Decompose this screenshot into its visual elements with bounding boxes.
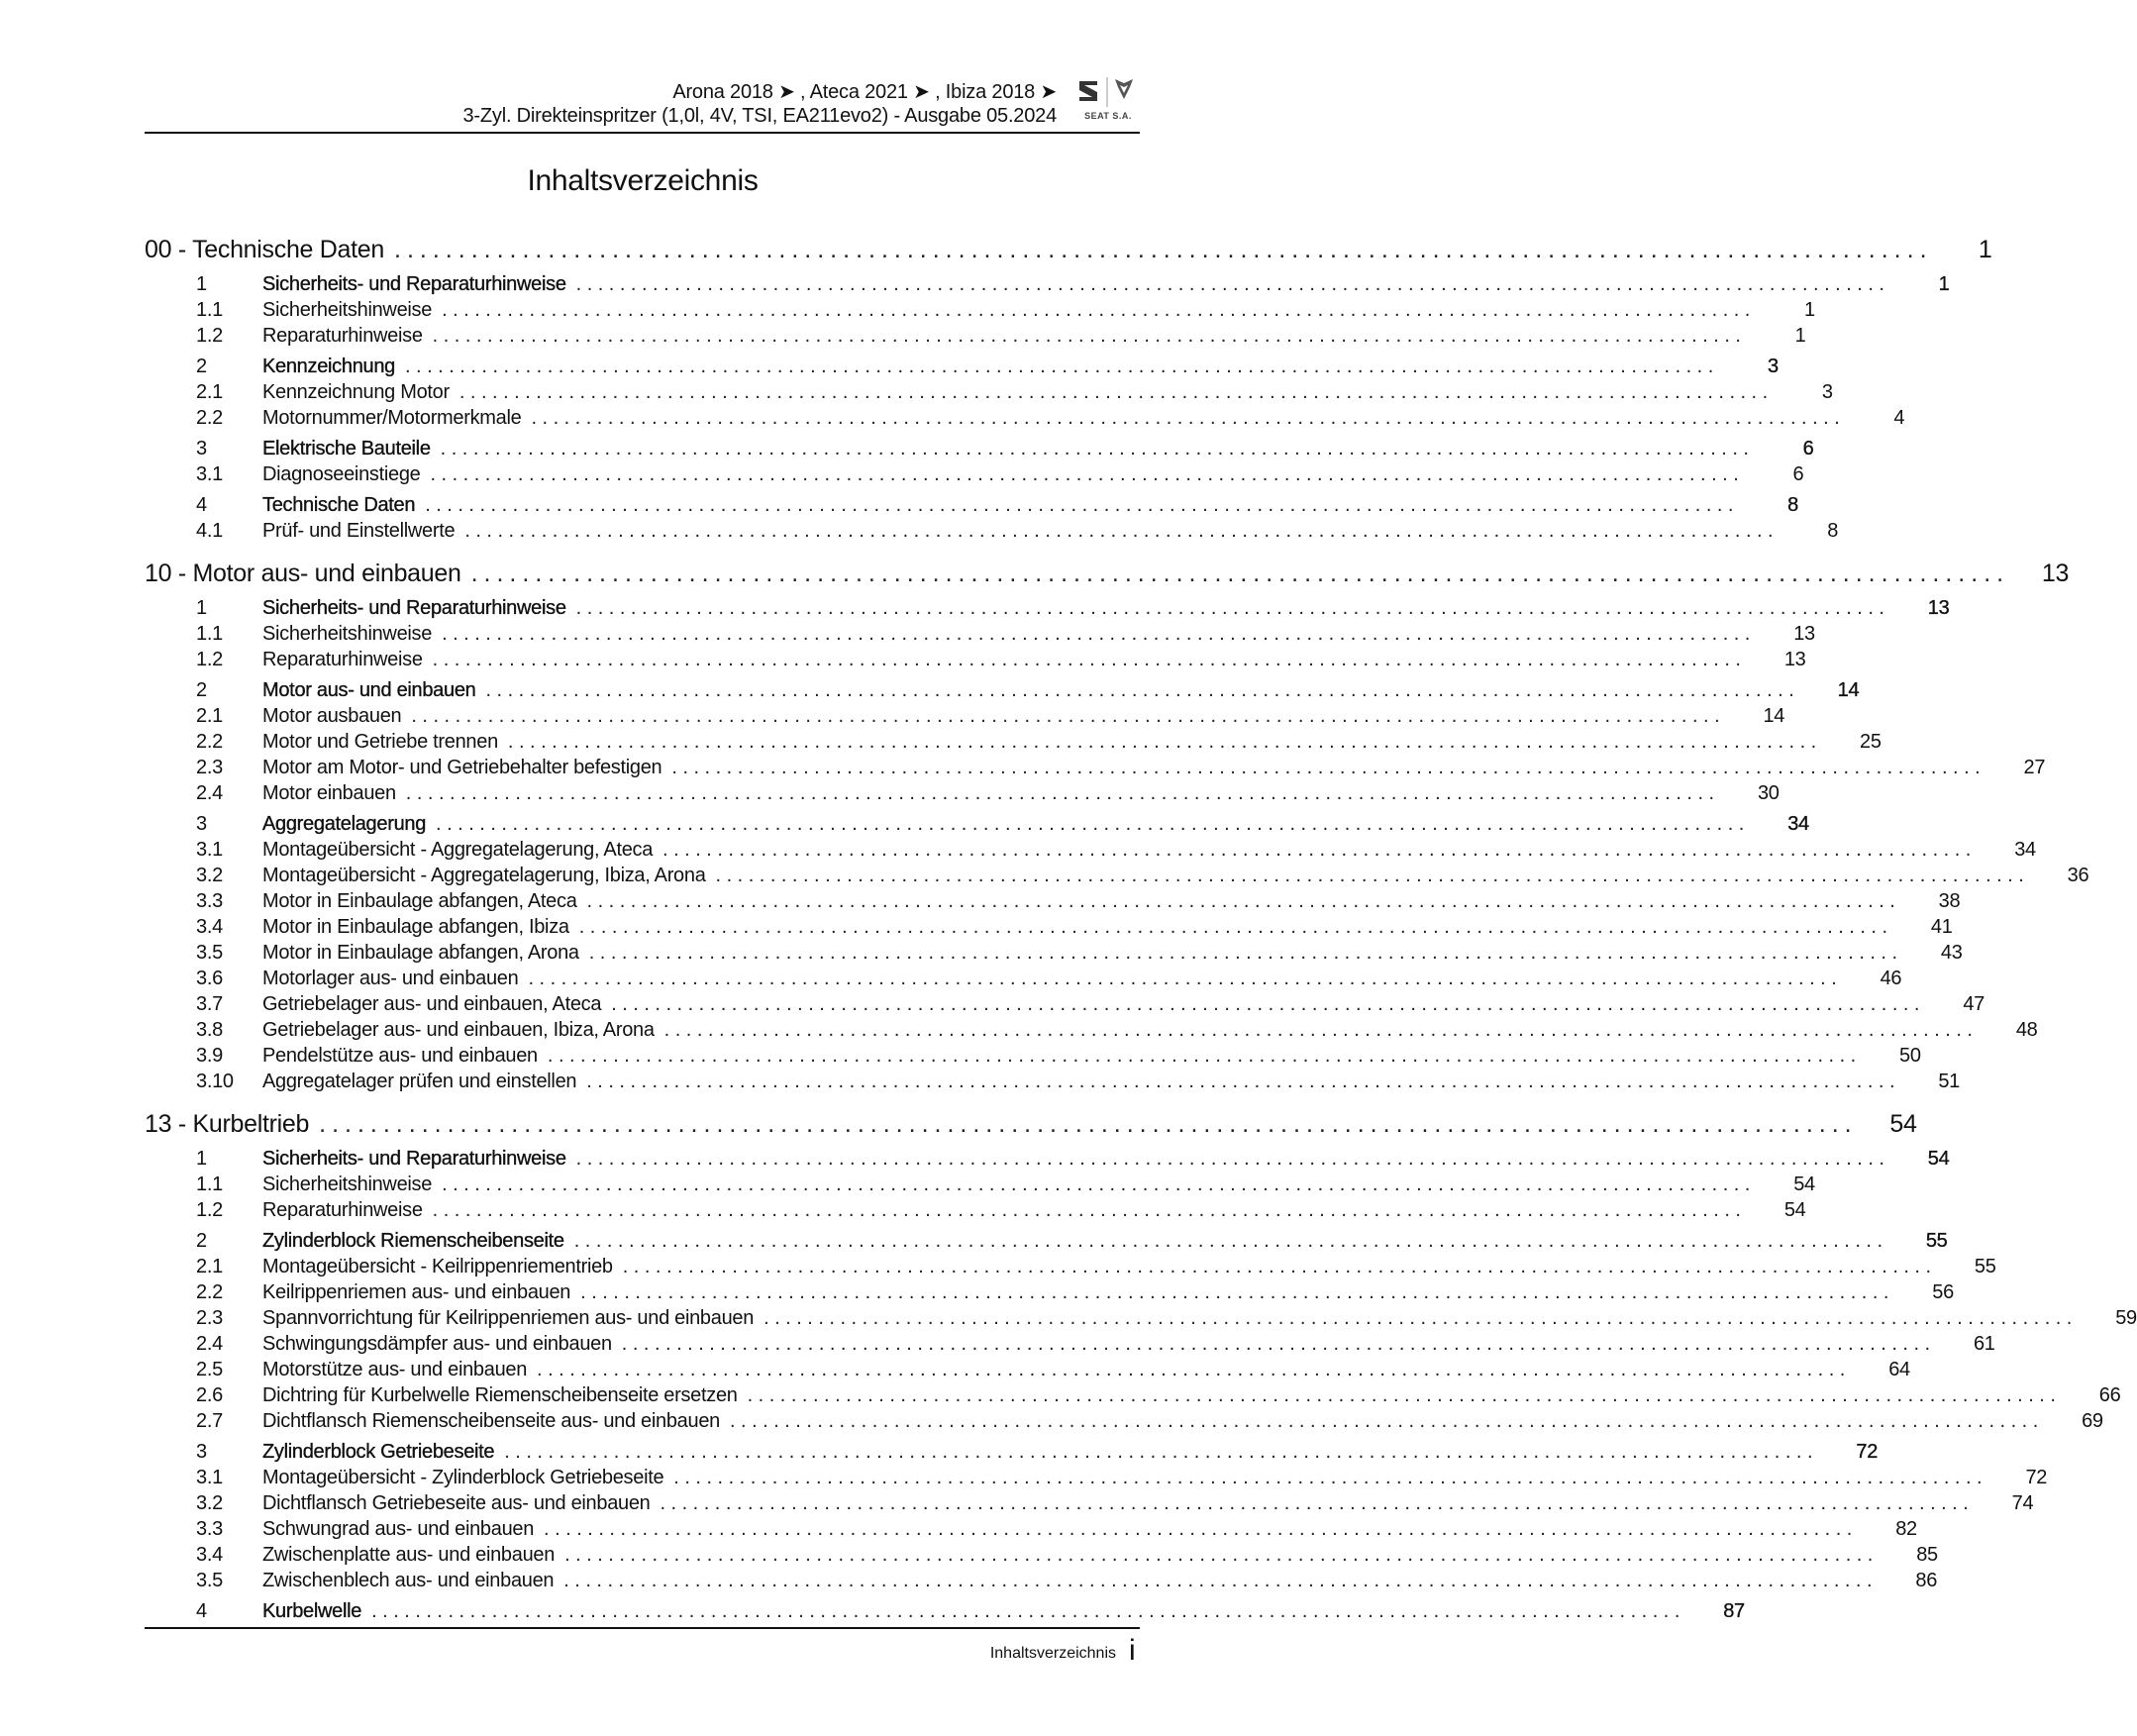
page-number: 8: [1827, 519, 1839, 542]
entry-title: Montageübersicht - Zylinderblock Getriebeseite: [262, 1466, 664, 1488]
dot-leader: ........................................................................................................................: [394, 235, 1933, 263]
page-number: 41: [1930, 915, 1953, 938]
entry-title: Motorstütze aus- und einbauen: [262, 1358, 528, 1380]
toc-sub[interactable]: [145, 729, 1882, 755]
dot-leader: ........................................................................................................................: [425, 493, 1739, 516]
dot-leader: ........................................................................................................................: [411, 704, 1726, 727]
entry-number: 2.7: [196, 1409, 223, 1432]
page-number: 38: [1938, 889, 1961, 912]
page-number: 6: [1802, 437, 1814, 460]
entry-number: 1.1: [196, 1173, 223, 1195]
entry-title: Prüf- und Einstellwerte: [262, 519, 456, 542]
toc-sub[interactable]: [145, 1043, 1921, 1069]
entry-title: Zylinderblock Riemenscheibenseite: [262, 1229, 564, 1252]
toc-sub[interactable]: [145, 1069, 1961, 1094]
toc-sub[interactable]: [145, 1465, 2048, 1490]
dot-leader: ........................................................................................................................: [537, 1358, 1851, 1380]
toc-sub[interactable]: [145, 1017, 2038, 1043]
toc-sub[interactable]: [145, 518, 1839, 544]
entry-number: 2.3: [196, 756, 223, 778]
dot-leader: ........................................................................................................................: [432, 1198, 1747, 1221]
page-number: 27: [2023, 756, 2046, 778]
entry-number: 1.2: [196, 648, 223, 670]
entry-number: 2.1: [196, 1255, 223, 1277]
entry-title: Sicherheits- und Reparaturhinweise: [262, 596, 566, 619]
entry-number: 4: [196, 493, 207, 516]
dot-leader: ........................................................................................................................: [564, 1543, 1879, 1566]
toc-sub[interactable]: [145, 405, 1905, 431]
entry-number: 1: [196, 596, 207, 619]
page-number: 34: [2014, 838, 2036, 861]
dot-leader: ........................................................................................................................: [470, 559, 2010, 587]
toc-sub[interactable]: [145, 991, 1984, 1017]
dot-leader: ........................................................................................................................: [663, 1018, 1979, 1041]
entry-title: Sicherheits- und Reparaturhinweise: [262, 1147, 566, 1170]
entry-title: Technische Daten: [262, 493, 416, 516]
dot-leader: ........................................................................................................................: [547, 1044, 1862, 1067]
toc-sub[interactable]: [145, 1568, 1938, 1593]
entry-title: Schwungrad aus- und einbauen: [262, 1517, 535, 1540]
entry-title: Dichtflansch Getriebeseite aus- und einbauen: [262, 1491, 651, 1514]
dot-leader: ........................................................................................................................: [586, 1070, 1901, 1092]
toc-sub[interactable]: [145, 1382, 2121, 1408]
page-number: 55: [1974, 1255, 1996, 1277]
toc-section[interactable]: [145, 1146, 1950, 1172]
page-number: 48: [2015, 1018, 2038, 1041]
entry-title: Motor aus- und einbauen: [262, 678, 476, 701]
toc-sub[interactable]: [145, 1305, 2137, 1331]
dot-leader: ........................................................................................................................: [573, 1229, 1888, 1252]
toc-section[interactable]: [145, 271, 1950, 297]
toc-sub[interactable]: [145, 940, 1963, 966]
entry-title: Zylinderblock Getriebeseite: [262, 1440, 495, 1463]
entry-number: 3.5: [196, 941, 223, 964]
dot-leader: ........................................................................................................................: [662, 838, 1977, 861]
entry-title: Montageübersicht - Aggregatelagerung, Ibiza, Arona: [262, 864, 706, 886]
chapter-title: 10 - Motor aus- und einbauen: [145, 559, 461, 587]
entry-title: Motor ausbauen: [262, 704, 402, 727]
header-engine: 3-Zyl. Direkteinspritzer (1,0l, 4V, TSI, EA211evo2) - Ausgabe 05.2024: [462, 105, 1057, 127]
dot-leader: ........................................................................................................................: [528, 967, 1843, 989]
entry-number: 1.2: [196, 1198, 223, 1221]
toc-sub[interactable]: [145, 1490, 2034, 1516]
toc-sub[interactable]: [145, 780, 1780, 806]
toc-sub[interactable]: [145, 1408, 2103, 1434]
toc-sub[interactable]: [145, 1542, 1938, 1568]
page-title: Inhaltsverzeichnis: [527, 164, 759, 197]
entry-number: 3.1: [196, 838, 223, 861]
page-number: 3: [1821, 380, 1833, 403]
dot-leader: ........................................................................................................................: [575, 1147, 1890, 1170]
header-divider: [145, 132, 1140, 134]
page-number: 36: [2067, 864, 2089, 886]
toc-sub[interactable]: [145, 966, 1902, 991]
entry-number: 3.3: [196, 1517, 223, 1540]
dot-leader: ........................................................................................................................: [319, 1109, 1858, 1138]
entry-title: Schwingungsdämpfer aus- und einbauen: [262, 1332, 612, 1355]
dot-leader: ........................................................................................................................: [405, 355, 1719, 377]
entry-title: Sicherheitshinweise: [262, 1173, 433, 1195]
page-number: 1: [1794, 324, 1806, 347]
page-number: 54: [1927, 1147, 1950, 1170]
dot-leader: ........................................................................................................................: [715, 864, 2030, 886]
page-number: 54: [1793, 1173, 1815, 1195]
dot-leader: ........................................................................................................................: [507, 730, 1822, 753]
entry-number: 3.2: [196, 1491, 223, 1514]
dot-leader: ........................................................................................................................: [371, 1599, 1685, 1622]
entry-number: 2.2: [196, 406, 223, 429]
page-number: 4: [1893, 406, 1905, 429]
entry-number: 2.4: [196, 781, 223, 804]
page-number: 87: [1723, 1599, 1745, 1622]
entry-number: 2.1: [196, 380, 223, 403]
page-number: 54: [1783, 1198, 1806, 1221]
dot-leader: ........................................................................................................................: [442, 298, 1756, 321]
page-number: 59: [2115, 1306, 2137, 1329]
page-number: 55: [1925, 1229, 1948, 1252]
entry-title: Motor einbauen: [262, 781, 396, 804]
seat-logo-icon: [1075, 73, 1141, 111]
page-number: 72: [1856, 1440, 1879, 1463]
dot-leader: ........................................................................................................................: [458, 380, 1774, 403]
entry-title: Dichtflansch Riemenscheibenseite aus- und einbauen: [262, 1409, 720, 1432]
page-number: 30: [1757, 781, 1780, 804]
page-number: 82: [1895, 1517, 1917, 1540]
entry-number: 1.2: [196, 324, 223, 347]
entry-number: 3.7: [196, 992, 223, 1015]
dot-leader: ........................................................................................................................: [611, 992, 1925, 1015]
dot-leader: ........................................................................................................................: [464, 519, 1780, 542]
toc-sub[interactable]: [145, 1197, 1806, 1223]
entry-number: 2: [196, 678, 207, 701]
page-number: 50: [1899, 1044, 1921, 1067]
entry-number: 1.1: [196, 298, 223, 321]
page-number: 51: [1938, 1070, 1961, 1092]
dot-leader: ........................................................................................................................: [671, 756, 1986, 778]
dot-leader: ........................................................................................................................: [621, 1332, 1936, 1355]
entry-title: Reparaturhinweise: [262, 648, 423, 670]
entry-title: Motor in Einbaulage abfangen, Ibiza: [262, 915, 569, 938]
entry-title: Aggregatelagerung: [262, 812, 427, 835]
entry-title: Motor und Getriebe trennen: [262, 730, 498, 753]
toc-sub[interactable]: [145, 755, 2046, 780]
entry-number: 3.8: [196, 1018, 223, 1041]
page-number: 14: [1763, 704, 1785, 727]
entry-title: Getriebelager aus- und einbauen, Ateca: [262, 992, 602, 1015]
toc-section[interactable]: [145, 677, 1860, 703]
entry-number: 2.3: [196, 1306, 223, 1329]
page-number: 13: [2041, 559, 2070, 587]
page-number: 13: [1793, 622, 1815, 645]
entry-title: Sicherheits- und Reparaturhinweise: [262, 272, 566, 295]
page-number: 54: [1889, 1109, 1917, 1138]
toc-sub[interactable]: [145, 1357, 1910, 1382]
page-number: 69: [2082, 1409, 2103, 1432]
page-number: 1: [1938, 272, 1950, 295]
toc-sub[interactable]: [145, 837, 2036, 863]
chapter-title: 13 - Kurbeltrieb: [145, 1109, 310, 1138]
toc-sub[interactable]: [145, 379, 1833, 405]
entry-title: Motorlager aus- und einbauen: [262, 967, 519, 989]
dot-leader: ........................................................................................................................: [578, 915, 1893, 938]
page-number: 64: [1888, 1358, 1910, 1380]
toc-sub[interactable]: [145, 1331, 1995, 1357]
entry-number: 2: [196, 355, 207, 377]
chapter-title: 00 - Technische Daten: [145, 235, 385, 263]
entry-title: Kennzeichnung: [262, 355, 395, 377]
dot-leader: ........................................................................................................................: [442, 622, 1756, 645]
toc-sub[interactable]: [145, 863, 2089, 888]
entry-title: Zwischenblech aus- und einbauen: [262, 1569, 555, 1591]
entry-number: 1: [196, 272, 207, 295]
dot-leader: ........................................................................................................................: [575, 272, 1890, 295]
toc-section[interactable]: [145, 1598, 1745, 1624]
page-number: 47: [1963, 992, 1984, 1015]
page-number: 13: [1927, 596, 1950, 619]
dot-leader: ........................................................................................................................: [588, 941, 1903, 964]
entry-title: Pendelstütze aus- und einbauen: [262, 1044, 538, 1067]
entry-title: Aggregatelager prüfen und einstellen: [262, 1070, 577, 1092]
entry-number: 3.6: [196, 967, 223, 989]
entry-number: 4.1: [196, 519, 223, 542]
entry-number: 3.4: [196, 915, 223, 938]
entry-title: Zwischenplatte aus- und einbauen: [262, 1543, 556, 1566]
page-number: 6: [1792, 462, 1804, 485]
entry-title: Spannvorrichtung für Keilrippenriemen aus- und einbauen: [262, 1306, 755, 1329]
page-number: 1: [1804, 298, 1815, 321]
toc-sub[interactable]: [145, 461, 1804, 487]
entry-number: 2.2: [196, 730, 223, 753]
table-of-contents: [145, 233, 2137, 1624]
entry-number: 3.10: [196, 1070, 234, 1092]
toc-sub[interactable]: [145, 621, 1815, 647]
toc-chapter[interactable]: [145, 1107, 1917, 1141]
dot-leader: ........................................................................................................................: [442, 1173, 1756, 1195]
entry-number: 3: [196, 437, 207, 460]
page-number: 56: [1932, 1280, 1954, 1303]
entry-number: 3: [196, 1440, 207, 1463]
toc-chapter[interactable]: [145, 557, 2070, 590]
page-number: 8: [1787, 493, 1798, 516]
dot-leader: ........................................................................................................................: [544, 1517, 1858, 1540]
entry-title: Keilrippenriemen aus- und einbauen: [262, 1280, 571, 1303]
dot-leader: ........................................................................................................................: [563, 1569, 1879, 1591]
entry-number: 2.2: [196, 1280, 223, 1303]
entry-title: Montageübersicht - Keilrippenriementrieb: [262, 1255, 613, 1277]
entry-number: 1.1: [196, 622, 223, 645]
entry-number: 3.2: [196, 864, 223, 886]
header-models: Arona 2018 ➤ , Ateca 2021 ➤ , Ibiza 2018 ➤: [672, 81, 1057, 103]
entry-number: 3.1: [196, 1466, 223, 1488]
dot-leader: ........................................................................................................................: [504, 1440, 1819, 1463]
footer-label: Inhaltsverzeichnis: [989, 1645, 1116, 1662]
entry-title: Motor am Motor- und Getriebehalter befestigen: [262, 756, 662, 778]
entry-number: 3.9: [196, 1044, 223, 1067]
entry-title: Reparaturhinweise: [262, 1198, 423, 1221]
toc-chapter[interactable]: [145, 233, 1992, 266]
toc-section[interactable]: [145, 1228, 1948, 1254]
page-number: 85: [1916, 1543, 1938, 1566]
dot-leader: ........................................................................................................................: [747, 1383, 2062, 1406]
entry-number: 3: [196, 812, 207, 835]
dot-leader: ........................................................................................................................: [432, 648, 1747, 670]
entry-title: Getriebelager aus- und einbauen, Ibiza, Arona: [262, 1018, 655, 1041]
toc-section[interactable]: [145, 595, 1950, 621]
toc-sub[interactable]: [145, 1516, 1917, 1542]
dot-leader: ........................................................................................................................: [436, 812, 1750, 835]
entry-title: Motor in Einbaulage abfangen, Arona: [262, 941, 579, 964]
entry-number: 2.5: [196, 1358, 223, 1380]
entry-number: 3.5: [196, 1569, 223, 1591]
dot-leader: ........................................................................................................................: [586, 889, 1901, 912]
toc-sub[interactable]: [145, 888, 1961, 914]
entry-title: Sicherheitshinweise: [262, 622, 433, 645]
dot-leader: ........................................................................................................................: [729, 1409, 2044, 1432]
entry-title: Montageübersicht - Aggregatelagerung, Ateca: [262, 838, 654, 861]
page-number: 46: [1880, 967, 1902, 989]
entry-title: Dichtring für Kurbelwelle Riemenscheibenseite ersetzen: [262, 1383, 738, 1406]
page-number: 14: [1837, 678, 1860, 701]
dot-leader: ........................................................................................................................: [531, 406, 1846, 429]
dot-leader: ........................................................................................................................: [440, 437, 1755, 460]
footer-page-number: i: [1129, 1634, 1136, 1667]
dot-leader: ........................................................................................................................: [763, 1306, 2078, 1329]
dot-leader: ........................................................................................................................: [485, 678, 1800, 701]
dot-leader: ........................................................................................................................: [673, 1466, 1988, 1488]
page-number: 1: [1978, 235, 1992, 263]
entry-number: 3.1: [196, 462, 223, 485]
dot-leader: ........................................................................................................................: [580, 1280, 1894, 1303]
footer-divider: [145, 1627, 1140, 1629]
page-number: 61: [1973, 1332, 1995, 1355]
page-number: 72: [2025, 1466, 2048, 1488]
entry-title: Reparaturhinweise: [262, 324, 423, 347]
page-number: 34: [1787, 812, 1809, 835]
page-number: 3: [1767, 355, 1779, 377]
entry-title: Motornummer/Motormerkmale: [262, 406, 522, 429]
toc-sub[interactable]: [145, 1254, 1996, 1279]
toc-section[interactable]: [145, 1439, 1879, 1465]
entry-number: 2.4: [196, 1332, 223, 1355]
toc-sub[interactable]: [145, 647, 1806, 672]
toc-section[interactable]: [145, 436, 1814, 461]
toc-section[interactable]: [145, 811, 1809, 837]
logo-text: SEAT S.A.: [1084, 111, 1132, 121]
entry-number: 2: [196, 1229, 207, 1252]
toc-section[interactable]: [145, 492, 1798, 518]
entry-number: 4: [196, 1599, 207, 1622]
dot-leader: ........................................................................................................................: [432, 324, 1747, 347]
entry-number: 2.1: [196, 704, 223, 727]
dot-leader: ........................................................................................................................: [660, 1491, 1975, 1514]
entry-title: Kennzeichnung Motor: [262, 380, 450, 403]
page-number: 86: [1915, 1569, 1938, 1591]
toc-sub[interactable]: [145, 914, 1953, 940]
page-number: 74: [2011, 1491, 2034, 1514]
page-number: 43: [1940, 941, 1963, 964]
entry-title: Motor in Einbaulage abfangen, Ateca: [262, 889, 577, 912]
dot-leader: ........................................................................................................................: [405, 781, 1720, 804]
entry-title: Diagnoseeinstiege: [262, 462, 421, 485]
dot-leader: ........................................................................................................................: [622, 1255, 1937, 1277]
entry-number: 3.4: [196, 1543, 223, 1566]
toc-sub[interactable]: [145, 703, 1785, 729]
page-number: 66: [2098, 1383, 2121, 1406]
seat-cupra-logo: [1075, 73, 1141, 133]
dot-leader: ........................................................................................................................: [575, 596, 1890, 619]
entry-number: 3.3: [196, 889, 223, 912]
toc-sub[interactable]: [145, 297, 1815, 323]
page-number: 25: [1860, 730, 1882, 753]
entry-number: 1: [196, 1147, 207, 1170]
entry-title: Sicherheitshinweise: [262, 298, 433, 321]
entry-title: Kurbelwelle: [262, 1599, 362, 1622]
toc-sub[interactable]: [145, 1172, 1815, 1197]
toc-section[interactable]: [145, 354, 1779, 379]
page-number: 13: [1783, 648, 1806, 670]
toc-sub[interactable]: [145, 323, 1806, 349]
entry-title: Elektrische Bauteile: [262, 437, 431, 460]
toc-sub[interactable]: [145, 1279, 1954, 1305]
dot-leader: ........................................................................................................................: [430, 462, 1745, 485]
entry-number: 2.6: [196, 1383, 223, 1406]
